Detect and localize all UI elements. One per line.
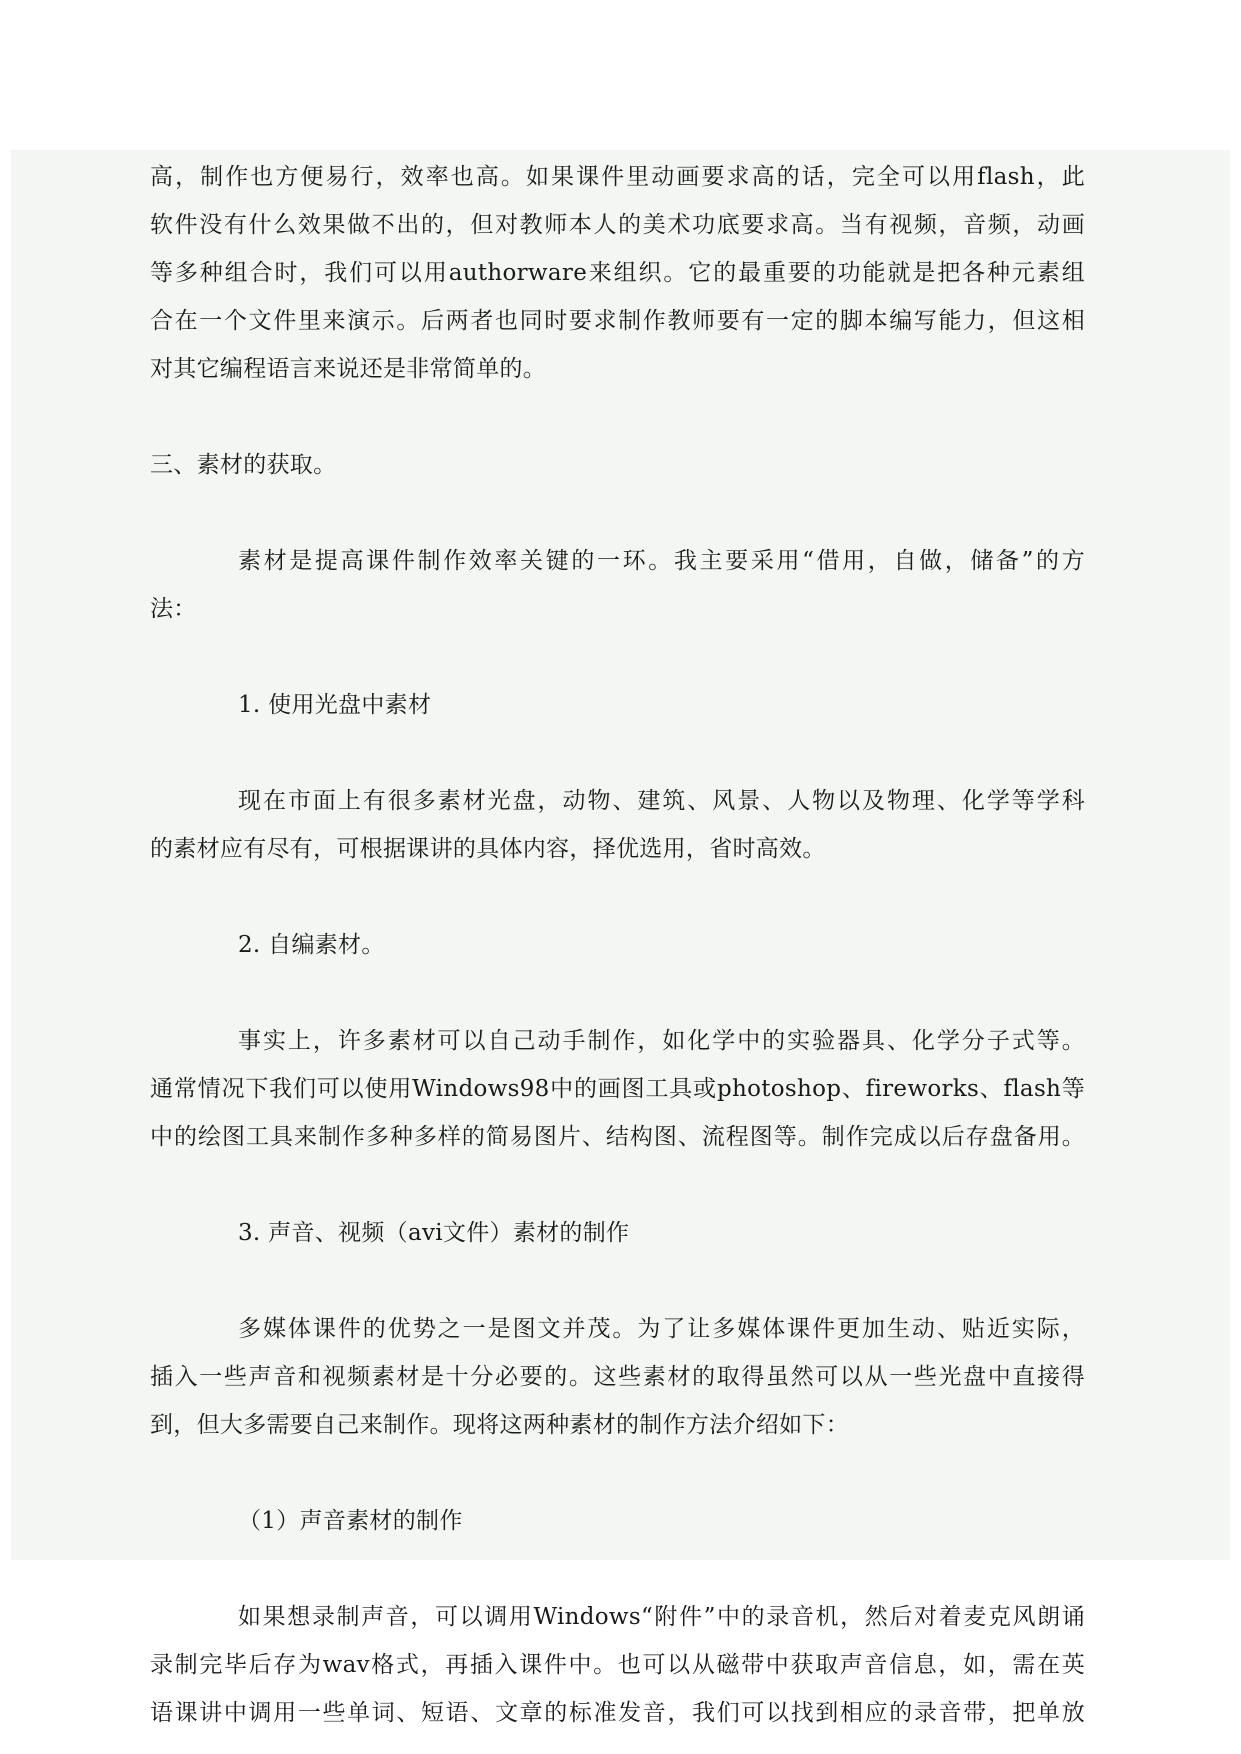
paragraph-gap (150, 1161, 1085, 1209)
paragraph-gap (150, 393, 1085, 441)
paragraph-gap (150, 873, 1085, 921)
subheading: 3. 声音、视频（avi文件）素材的制作 (238, 1220, 630, 1246)
subheading: 2. 自编素材。 (238, 932, 385, 958)
paragraph-line: 通常情况下我们可以使用Windows98中的画图工具或photoshop、fireworks、flash等 (150, 1076, 1085, 1102)
paragraph-gap (150, 969, 1085, 1017)
paragraph-line: 如果想录制声音，可以调用Windows“附件”中的录音机，然后对着麦克风朗诵 (238, 1604, 1085, 1630)
paragraph-gap (150, 1449, 1085, 1497)
paragraph-line: 插入一些声音和视频素材是十分必要的。这些素材的取得虽然可以从一些光盘中直接得 (150, 1364, 1085, 1390)
paragraph-line: 录制完毕后存为wav格式，再插入课件中。也可以从磁带中获取声音信息，如，需在英 (150, 1652, 1085, 1678)
paragraph-line: 软件没有什么效果做不出的，但对教师本人的美术功底要求高。当有视频，音频，动画 (150, 212, 1085, 238)
paragraph-line: 法： (150, 596, 197, 622)
paragraph-gap (150, 1545, 1085, 1593)
paragraph-line: 等多种组合时，我们可以用authorware来组织。它的最重要的功能就是把各种元素组 (150, 260, 1085, 286)
subheading: （1）声音素材的制作 (238, 1508, 463, 1534)
paragraph-line: 多媒体课件的优势之一是图文并茂。为了让多媒体课件更加生动、贴近实际， (238, 1316, 1085, 1342)
paragraph-line: 的素材应有尽有，可根据课讲的具体内容，择优选用，省时高效。 (150, 836, 826, 862)
document-body (150, 153, 1085, 1737)
section-heading: 三、素材的获取。 (150, 452, 337, 478)
paragraph-gap (150, 729, 1085, 777)
paragraph-gap (150, 633, 1085, 681)
paragraph-gap (150, 489, 1085, 537)
paragraph-line: 素材是提高课件制作效率关键的一环。我主要采用“借用，自做，储备”的方 (238, 548, 1085, 574)
paragraph-line: 事实上，许多素材可以自己动手制作，如化学中的实验器具、化学分子式等。 (238, 1028, 1085, 1054)
paragraph-line: 现在市面上有很多素材光盘，动物、建筑、风景、人物以及物理、化学等学科 (238, 788, 1085, 814)
paragraph-line: 合在一个文件里来演示。后两者也同时要求制作教师要有一定的脚本编写能力，但这相 (150, 308, 1085, 334)
subheading: 1. 使用光盘中素材 (238, 692, 432, 718)
paragraph-gap (150, 1257, 1085, 1305)
paragraph-line: 语课讲中调用一些单词、短语、文章的标准发音，我们可以找到相应的录音带，把单放 (150, 1700, 1085, 1726)
paragraph-line: 高，制作也方便易行，效率也高。如果课件里动画要求高的话，完全可以用flash，此 (150, 164, 1085, 190)
paragraph-line: 到，但大多需要自己来制作。现将这两种素材的制作方法介绍如下： (150, 1412, 849, 1438)
paragraph-line: 对其它编程语言来说还是非常简单的。 (150, 356, 547, 382)
paragraph-line: 中的绘图工具来制作多种多样的简易图片、结构图、流程图等。制作完成以后存盘备用。 (150, 1124, 1085, 1150)
